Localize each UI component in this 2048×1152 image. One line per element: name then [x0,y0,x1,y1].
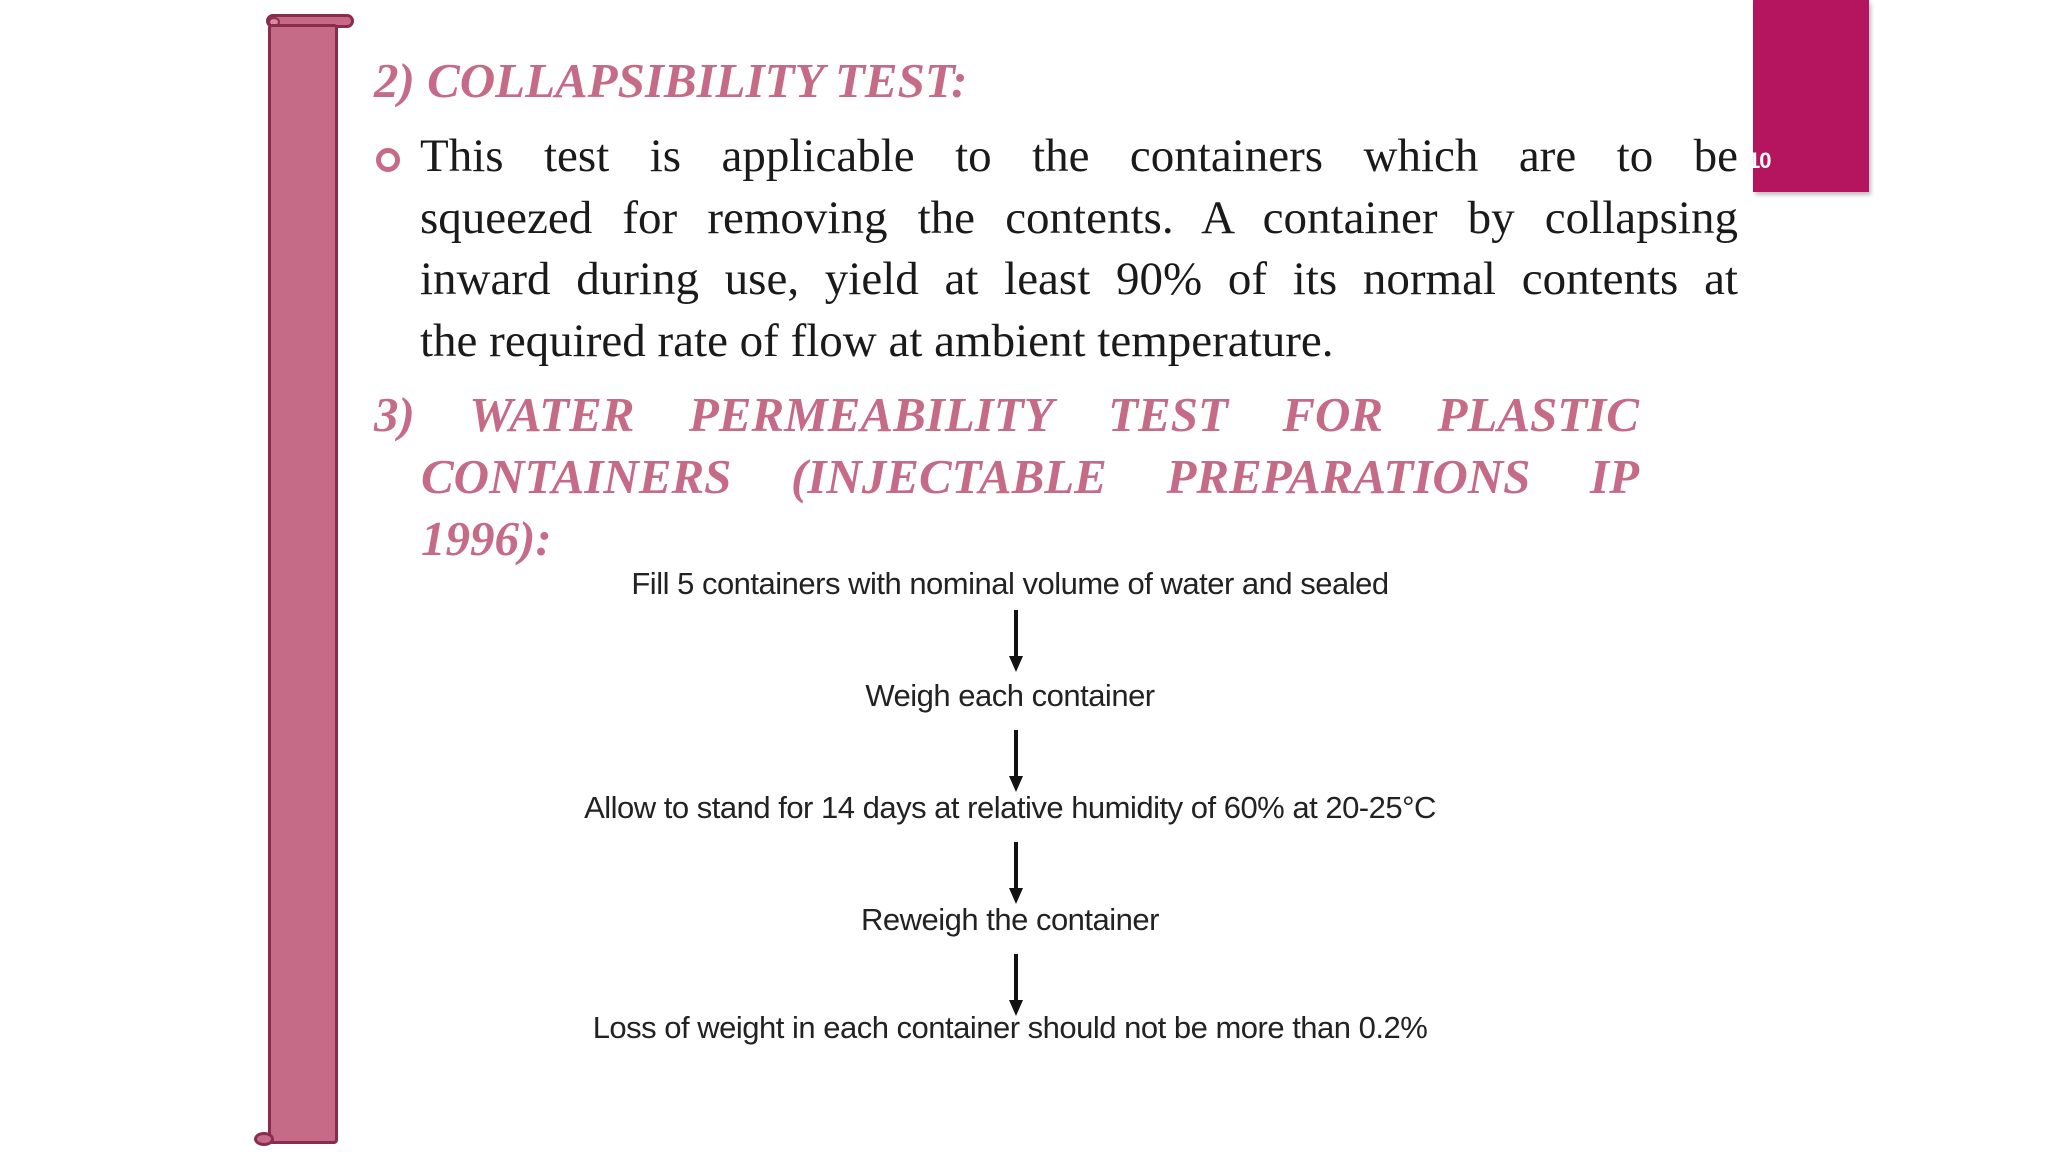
heading-water-permeability-test [374,384,1639,570]
water-permeability-flowchart [560,560,1460,1060]
flow-step-loss: Loss of weight in each container should not be more than 0.2% [592,1010,1428,1045]
flow-step-stand: Allow to stand for 14 days at relative humidity of 60% at 20-25°C [584,790,1436,825]
heading-word: TEST [1108,387,1228,442]
heading-word: PLASTIC [1437,387,1639,442]
down-arrow-icon [1006,954,1026,1016]
paragraph-line: squeezed for removing the contents. A container by collapsing [420,191,1738,244]
flow-step-fill: Fill 5 containers with nominal volume of water and sealed [631,566,1389,601]
heading-word: IP [1590,449,1639,504]
down-arrow-icon [1006,610,1026,672]
paragraph-line: This test is applicable to the containers which are to be [420,130,1738,182]
flow-step-reweigh: Reweigh the container [861,902,1159,937]
heading-word: WATER [469,387,635,442]
heading-word: PREPARATIONS [1166,449,1531,504]
heading-word: 1996): [421,511,552,566]
collapsibility-paragraph [420,126,1738,372]
heading-word: FOR [1282,387,1384,442]
heading-collapsibility-test: 2) COLLAPSIBILITY TEST: [374,53,968,108]
flow-step-weigh: Weigh each container [865,678,1155,713]
heading-word: 3) [374,387,415,442]
heading-word: (INJECTABLE [791,449,1107,504]
heading-word: CONTAINERS [421,449,732,504]
slide-number: 10 [1748,148,1771,173]
scroll-bottom-curl [254,1132,274,1146]
paragraph-line: inward during use, yield at least 90% of its normal contents at [420,253,1738,305]
paragraph-line: the required rate of flow at ambient temperature. [420,314,1334,367]
bullet-ring-icon [376,148,400,172]
down-arrow-icon [1006,730,1026,792]
heading-word: PERMEABILITY [688,387,1054,442]
decorative-scroll-bar [268,24,338,1144]
down-arrow-icon [1006,842,1026,904]
heading-line-2 [374,446,1639,508]
heading-line-1 [374,384,1639,446]
